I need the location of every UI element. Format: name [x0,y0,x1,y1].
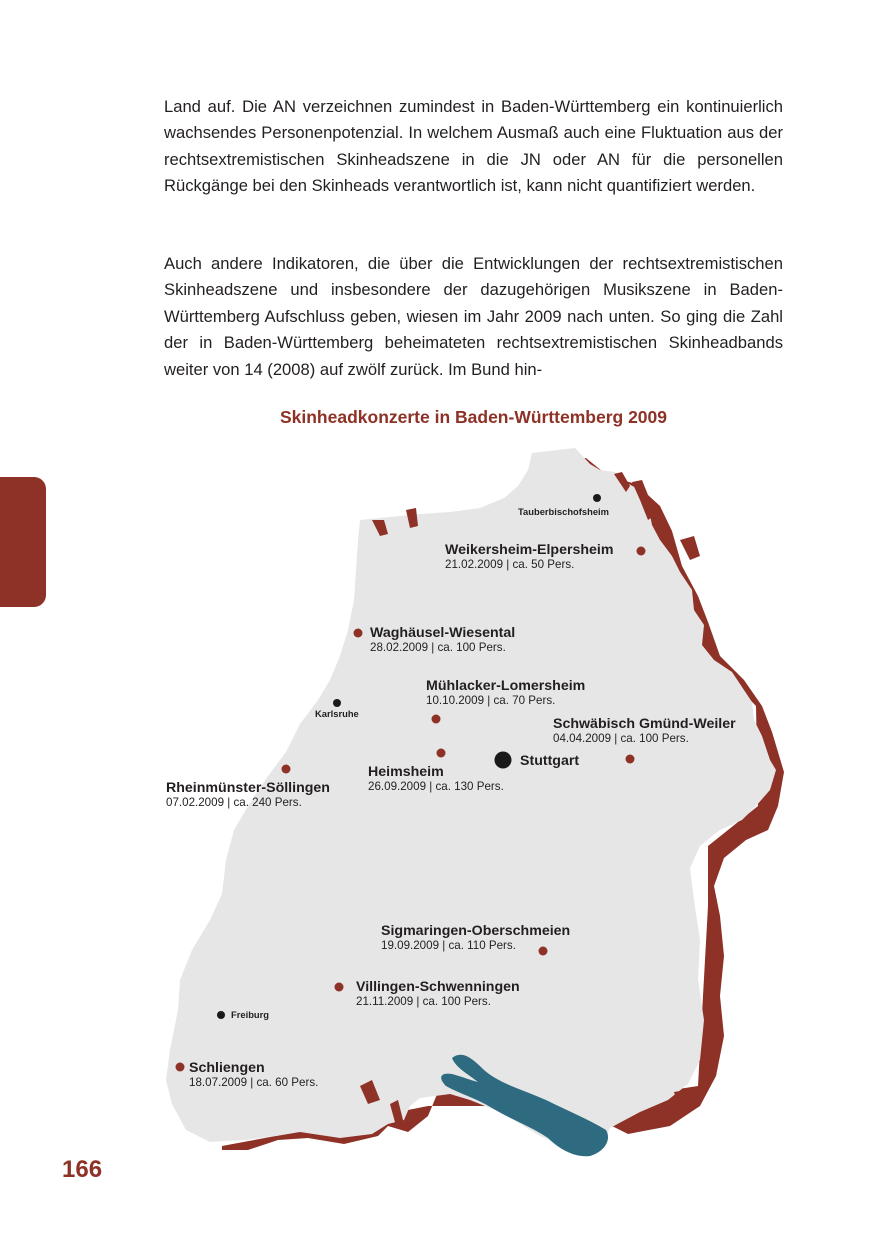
concert-date: 07.02.2009 | ca. 240 Pers. [166,796,302,809]
city-dot-karlsruhe [333,699,341,707]
concert-name: Schliengen [189,1060,265,1076]
city-label-tauberbischofsheim: Tauberbischofsheim [518,506,609,517]
concert-name: Weikersheim-Elpersheim [445,542,614,558]
city-dot-tauberbischofsheim [593,494,601,502]
concert-name: Schwäbisch Gmünd-Weiler [553,716,736,732]
concert-name: Waghäusel-Wiesental [370,625,516,641]
city-label-freiburg: Freiburg [231,1009,270,1020]
concert-date: 21.11.2009 | ca. 100 Pers. [356,995,491,1008]
body-paragraph-2: Auch andere Indikatoren, die über die Entwicklungen der rechtsextremistischen Skinheadszene und insbesondere der dazugehörigen Musikszene in Baden-Württemberg Aufschluss geben, wiesen im Jahr 2009 nach unten. So ging die Zahl der in Baden-Württemberg beheimateten rechtsextremistischen Skinheadbands weiter von 14 (2008) auf zwölf zurück. Im Bund hin- [164,254,783,379]
body-paragraph-1: Land auf. Die AN verzeichnen zumindest in Baden-Württemberg ein kontinuierlich wachsendes Personenpotenzial. In welchem Ausmaß auch eine Fluktuation aus der rechtsextremistischen Skinheadszene in die JN oder AN für die personellen Rückgänge bei den Skinheads verantwortlich ist, kann nicht quantifiziert werden. [164,97,783,196]
concert-date: 19.09.2009 | ca. 110 Pers. [381,939,516,952]
concert-name: Villingen-Schwenningen [356,979,520,995]
concert-name: Sigmaringen-Oberschmeien [381,923,571,939]
concert-name: Heimsheim [368,764,444,780]
concert-date: 04.04.2009 | ca. 100 Pers. [553,732,689,745]
city-label-stuttgart: Stuttgart [520,753,580,769]
page-number: 166 [62,1156,103,1183]
concert-label [189,1060,318,1090]
concert-label [445,542,613,572]
concert-date: 10.10.2009 | ca. 70 Pers. [426,694,556,707]
marker-schwaebisch-gmuend-weiler [626,755,635,764]
concert-name: Mühlacker-Lomersheim [426,678,586,694]
marker-muehlacker-lomersheim [432,715,441,724]
marker-villingen-schwenningen [335,983,344,992]
marker-rheinmuenster-soellingen [282,765,291,774]
concert-label [370,625,515,655]
city-label-karlsruhe: Karlsruhe [315,708,359,719]
concert-label [426,678,585,708]
concert-date: 26.09.2009 | ca. 130 Pers. [368,780,504,793]
marker-heimsheim [437,749,446,758]
concert-date: 28.02.2009 | ca. 100 Pers. [370,641,506,654]
concert-name: Rheinmünster-Söllingen [166,780,330,796]
marker-weikersheim-elpersheim [637,547,646,556]
concert-label [553,716,736,746]
concert-date: 21.02.2009 | ca. 50 Pers. [445,558,575,571]
marker-schliengen [176,1063,185,1072]
concert-label [356,979,520,1009]
city-dot-freiburg [217,1011,225,1019]
marker-waghaeusel-wiesental [354,629,363,638]
map-title: Skinheadkonzerte in Baden-Württemberg 2009 [279,407,668,427]
concert-date: 18.07.2009 | ca. 60 Pers. [189,1076,319,1089]
concert-label [381,923,570,953]
concert-label [166,780,330,810]
concert-label [368,764,504,794]
